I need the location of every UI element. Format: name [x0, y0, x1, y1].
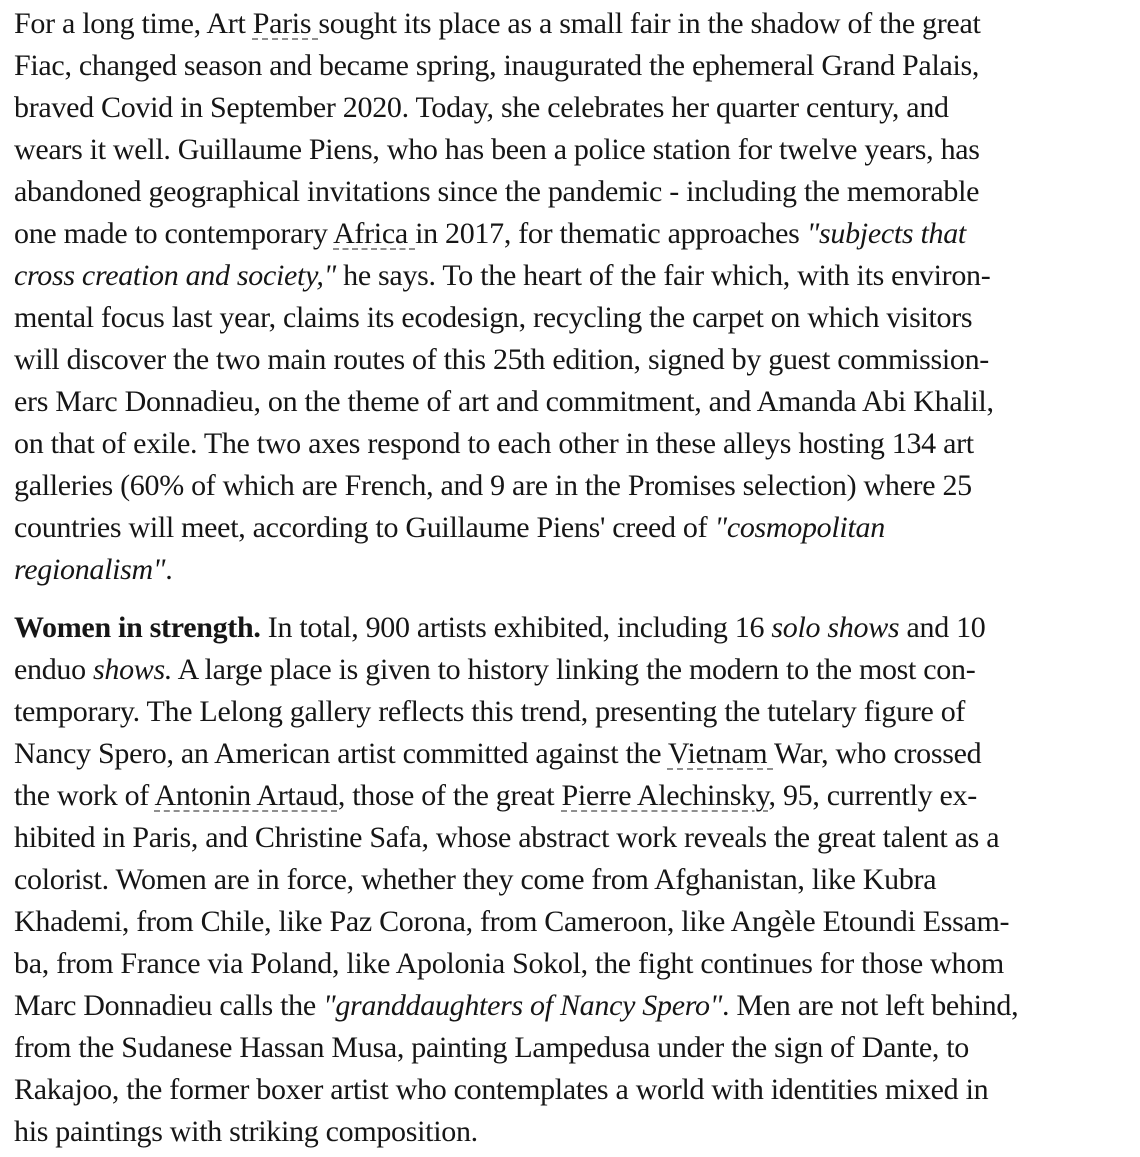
text-run: A large place is given to history linking the modern to the most con- — [172, 653, 976, 686]
text-run: , those of the great — [337, 779, 562, 812]
text-line — [14, 297, 1132, 339]
text-run: , 95, currently ex- — [768, 779, 977, 812]
text-line — [14, 775, 1132, 817]
text-run: "granddaughters of Nancy Spero" — [323, 989, 722, 1022]
text-run: the work of — [14, 779, 155, 812]
text-line — [14, 213, 1132, 255]
dotted-underlined-term[interactable]: Pierre Alechinsky — [561, 779, 769, 812]
text-run: shows. — [93, 653, 173, 686]
text-line — [14, 423, 1132, 465]
text-run: from the Sudanese Hassan Musa, painting Lampedusa under the sign of Dante, to — [14, 1031, 970, 1064]
text-line — [14, 3, 1132, 45]
text-run: Marc Donnadieu calls the — [14, 989, 324, 1022]
text-run: In total, 900 artists exhibited, including 16 — [260, 611, 772, 644]
text-run: enduo — [14, 653, 94, 686]
paragraph-1 — [14, 3, 1132, 591]
text-run: mental focus last year, claims its ecodesign, recycling the carpet on which visitors — [14, 301, 973, 334]
paragraph-2 — [14, 607, 1132, 1153]
text-run: temporary. The Lelong gallery reflects this trend, presenting the tutelary figure of — [14, 695, 966, 728]
text-line — [14, 859, 1132, 901]
text-run: ba, from France via Poland, like Apolonia Sokol, the fight continues for those whom — [14, 947, 1004, 980]
text-run: galleries (60% of which are French, and 9 are in the Promises selection) where 25 — [14, 469, 972, 502]
text-line — [14, 465, 1132, 507]
text-run: on that of exile. The two axes respond to each other in these alleys hosting 134 art — [14, 427, 974, 460]
text-run: he says. To the heart of the fair which, with its environ- — [335, 259, 991, 292]
text-run: hibited in Paris, and Christine Safa, whose abstract work reveals the great talent as a — [14, 821, 1000, 854]
text-line — [14, 87, 1132, 129]
text-line — [14, 817, 1132, 859]
text-line — [14, 549, 1132, 591]
text-run: Fiac, changed season and became spring, inaugurated the ephemeral Grand Palais, — [14, 49, 980, 82]
text-run: cross creation and society," — [14, 259, 336, 292]
text-line — [14, 1111, 1132, 1153]
text-run: For a long time, Art — [14, 7, 253, 40]
text-run: Women in strength. — [14, 611, 261, 644]
text-line — [14, 733, 1132, 775]
dotted-underlined-term[interactable]: Antonin Artaud — [154, 779, 338, 812]
text-run: colorist. Women are in force, whether they come from Afghanistan, like Kubra — [14, 863, 937, 896]
dotted-underlined-term[interactable]: Africa — [333, 217, 416, 250]
text-run: . Men are not left behind, — [722, 989, 1019, 1022]
text-line — [14, 381, 1132, 423]
text-line — [14, 129, 1132, 171]
text-run: braved Covid in September 2020. Today, she celebrates her quarter century, and — [14, 91, 949, 124]
text-line — [14, 985, 1132, 1027]
text-run: his paintings with striking composition. — [14, 1115, 478, 1148]
text-line — [14, 1069, 1132, 1111]
text-line — [14, 691, 1132, 733]
text-run: wears it well. Guillaume Piens, who has been a police station for twelve years, has — [14, 133, 980, 166]
text-line — [14, 339, 1132, 381]
text-line — [14, 607, 1132, 649]
text-run: Nancy Spero, an American artist committed against the — [14, 737, 668, 770]
text-line — [14, 171, 1132, 213]
text-run: War, who crossed — [773, 737, 982, 770]
text-run: one made to contemporary — [14, 217, 334, 250]
text-line — [14, 943, 1132, 985]
text-run: countries will meet, according to Guillaume Piens' creed of — [14, 511, 715, 544]
text-line — [14, 1027, 1132, 1069]
text-line — [14, 901, 1132, 943]
text-run: Khademi, from Chile, like Paz Corona, from Cameroon, like Angèle Etoundi Essam- — [14, 905, 1010, 938]
text-run: will discover the two main routes of this 25th edition, signed by guest commission- — [14, 343, 989, 376]
text-run: abandoned geographical invitations since the pandemic - including the memorable — [14, 175, 980, 208]
text-line — [14, 649, 1132, 691]
text-run: Rakajoo, the former boxer artist who contemplates a world with identities mixed in — [14, 1073, 989, 1106]
dotted-underlined-term[interactable]: Paris — [252, 7, 319, 40]
text-line — [14, 255, 1132, 297]
text-run: sought its place as a small fair in the shadow of the great — [318, 7, 981, 40]
text-run: "cosmopolitan — [714, 511, 885, 544]
dotted-underlined-term[interactable]: Vietnam — [667, 737, 774, 770]
text-line — [14, 45, 1132, 87]
text-run: in 2017, for thematic approaches — [415, 217, 807, 250]
text-run: ers Marc Donnadieu, on the theme of art and commitment, and Amanda Abi Khalil, — [14, 385, 994, 418]
text-run: regionalism" — [14, 553, 166, 586]
text-line — [14, 507, 1132, 549]
text-run: . — [165, 553, 173, 586]
text-run: and 10 — [899, 611, 986, 644]
text-run: "subjects that — [806, 217, 966, 250]
text-run: solo shows — [771, 611, 900, 644]
